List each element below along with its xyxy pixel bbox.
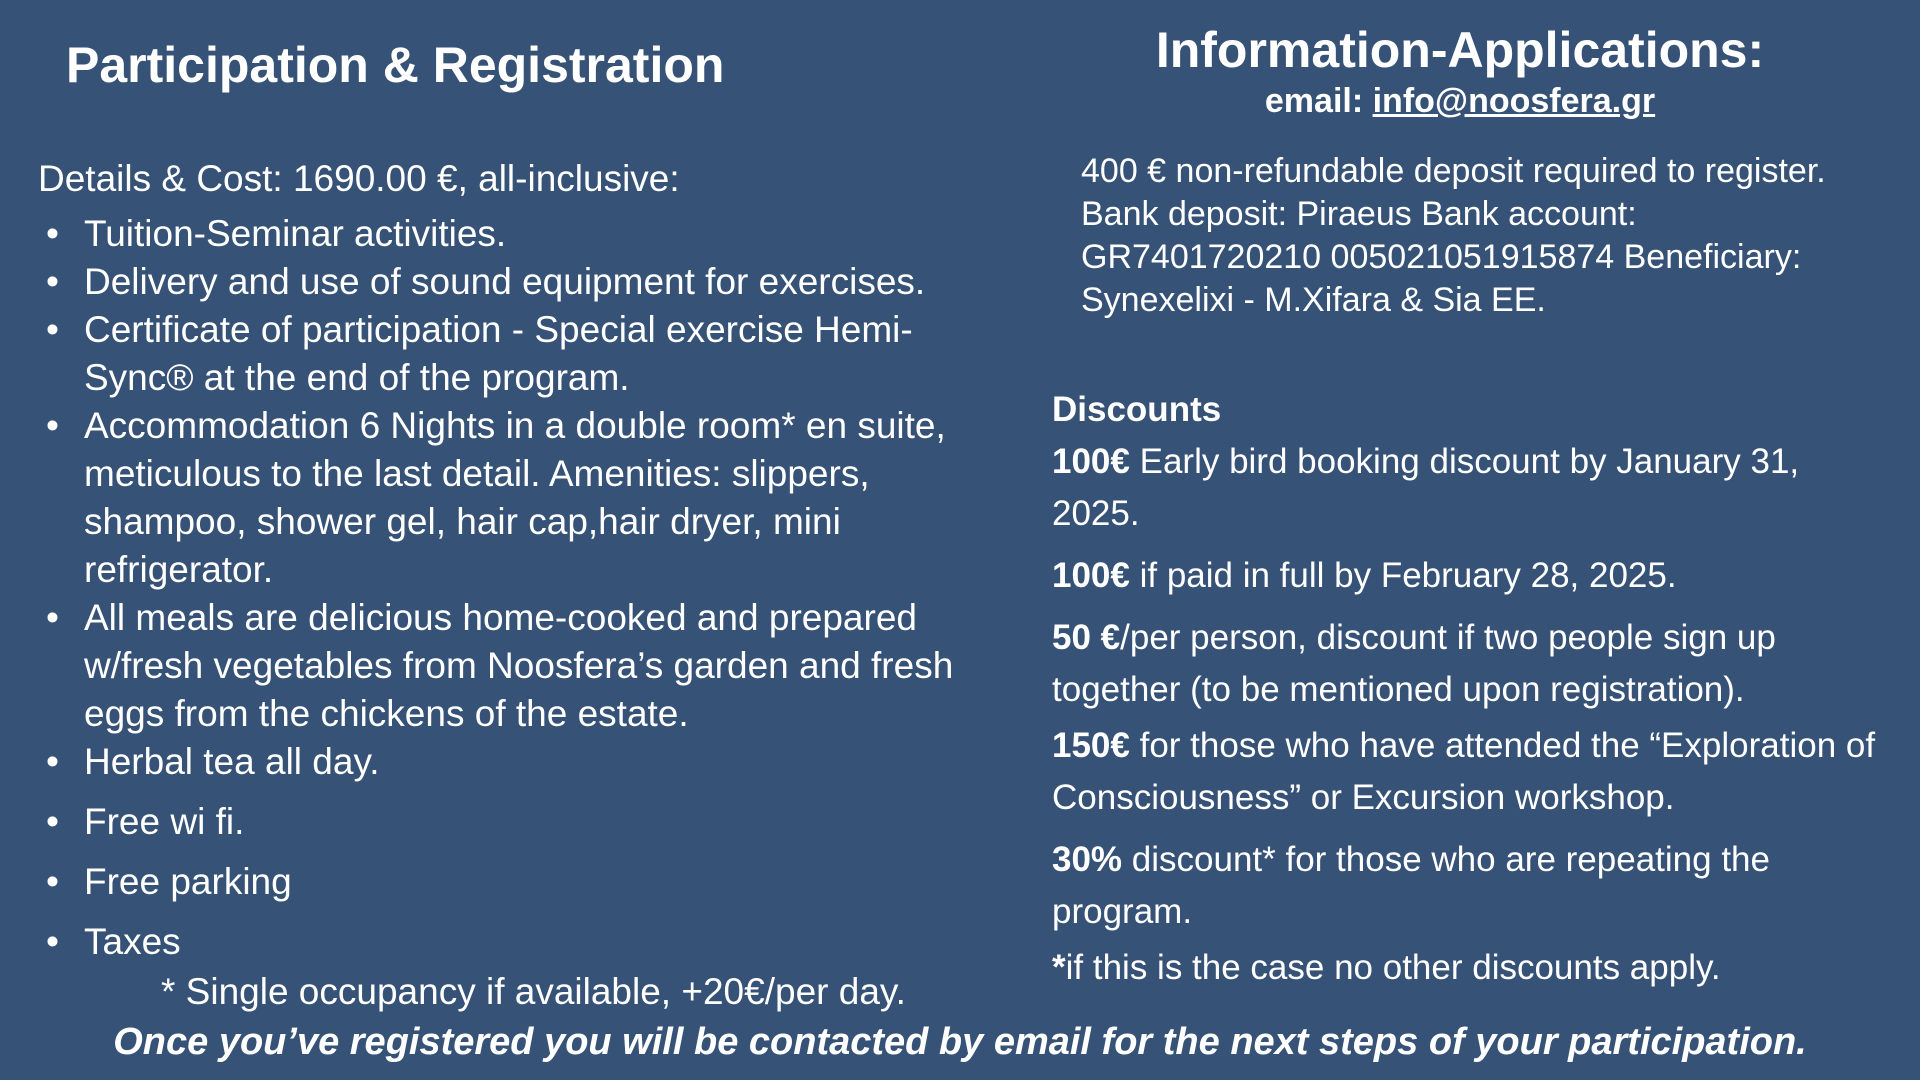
bullet-icon: • — [46, 801, 59, 842]
bullet-icon: • — [46, 597, 59, 638]
discount-text: discount* for those who are repeating the program. — [1052, 840, 1770, 931]
discount-note-star: * — [1052, 948, 1066, 987]
discount-amount: 150€ — [1052, 726, 1130, 765]
list-item-text: Taxes — [84, 921, 181, 962]
email-label: email: — [1264, 82, 1364, 120]
list-item-text: Accommodation 6 Nights in a double room* en suite, meticulous to the last detail. Amenities: slippers, shampoo, shower gel, hair cap,hair dryer, mini refrigerator. — [84, 405, 946, 590]
bullet-icon: • — [46, 213, 59, 254]
email-line — [1080, 80, 1840, 122]
deposit-info: 400 € non-refundable deposit required to register. Bank deposit: Piraeus Bank account: GR7401720210 005021051915874 Beneficiary: Synexelixi - M.Xifara & Sia EE. — [1081, 152, 1826, 319]
list-item-text: Herbal tea all day. — [84, 741, 380, 782]
discount-text: for those who have attended the “Exploration of Consciousness” or Excursion workshop. — [1052, 726, 1876, 817]
information-title: Information-Applications: — [1155, 22, 1765, 78]
single-occupancy-footnote: * Single occupancy if available, +20€/per day. — [161, 971, 906, 1012]
bullet-icon: • — [46, 741, 59, 782]
discount-item — [1052, 834, 1892, 938]
list-item-text: Free wi fi. — [84, 801, 245, 842]
discount-note-text: if this is the case no other discounts apply. — [1065, 948, 1721, 987]
list-item — [38, 258, 1018, 306]
discount-amount: 100€ — [1052, 556, 1130, 595]
discount-item — [1052, 550, 1892, 602]
email-link[interactable]: info@noosfera.gr — [1372, 82, 1656, 120]
list-item-text: All meals are delicious home-cooked and prepared w/fresh vegetables from Noosfera’s garden and fresh eggs from the chickens of the estate. — [84, 597, 954, 734]
discount-item — [1052, 436, 1892, 540]
list-item — [38, 918, 1018, 966]
discount-text: /per person, discount if two people sign up together (to be mentioned upon registration). — [1052, 618, 1776, 709]
list-item — [38, 306, 1018, 402]
participation-title: Participation & Registration — [66, 37, 725, 93]
discount-item — [1052, 720, 1892, 824]
discount-amount: 50 € — [1052, 618, 1121, 657]
list-item-text: Free parking — [84, 861, 292, 902]
list-item — [38, 402, 1018, 594]
discount-amount: 30% — [1052, 840, 1123, 879]
list-item — [38, 798, 1018, 846]
list-item-text: Tuition-Seminar activities. — [84, 213, 507, 254]
participation-section — [38, 20, 1018, 1016]
bullet-icon: • — [46, 309, 59, 350]
list-item-text: Delivery and use of sound equipment for exercises. — [84, 261, 926, 302]
information-section — [1050, 20, 1900, 994]
list-item — [38, 738, 1018, 786]
list-item — [38, 594, 1018, 738]
discount-text: if paid in full by February 28, 2025. — [1129, 556, 1677, 595]
discount-item — [1052, 612, 1892, 716]
list-item-text: Certificate of participation - Special exercise Hemi-Sync® at the end of the program. — [84, 309, 913, 398]
next-steps-note: Once you’ve registered you will be contacted by email for the next steps of your participation. — [113, 1021, 1807, 1063]
cost-intro: Details & Cost: 1690.00 €, all-inclusive: — [38, 158, 680, 199]
bullet-icon: • — [46, 405, 59, 446]
bullet-icon: • — [46, 921, 59, 962]
bullet-icon: • — [46, 261, 59, 302]
discounts-heading: Discounts — [1052, 390, 1222, 429]
list-item — [38, 858, 1018, 906]
discount-note — [1052, 942, 1892, 994]
list-item — [38, 210, 1018, 258]
bullet-icon: • — [46, 861, 59, 902]
discount-text: Early bird booking discount by January 31, 2025. — [1052, 442, 1800, 533]
discount-amount: 100€ — [1052, 442, 1130, 481]
inclusions-list — [38, 210, 1018, 966]
